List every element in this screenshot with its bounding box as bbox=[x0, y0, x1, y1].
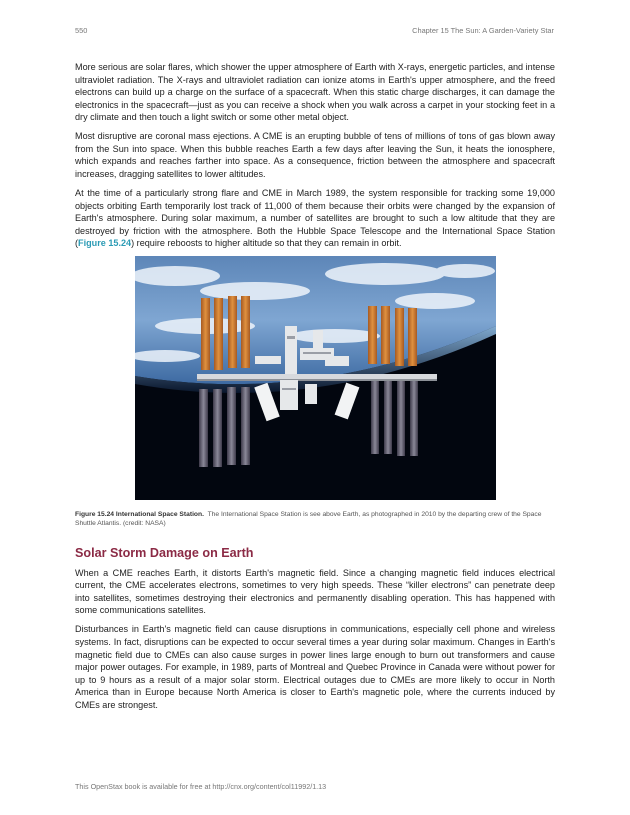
main-content bbox=[75, 61, 555, 718]
page-footer: This OpenStax book is available for free at http://cnx.org/content/col11992/1.13 bbox=[75, 782, 327, 791]
figure-label: Figure 15.24 International Space Station. bbox=[75, 511, 204, 519]
paragraph-coronal-mass-ejections: Most disruptive are coronal mass ejections. A CME is an erupting bubble of tens of millions of tons of gas blown away from the Sun into space. When this bubble reaches Earth a few days after leaving the Sun, it heats the ionosphere, which expands and reaches farther into space. As a consequence, friction between the atmosphere and spacecraft increases, dragging satellites to lower altitudes. bbox=[75, 131, 555, 179]
figure-caption bbox=[75, 511, 555, 528]
page-number: 550 bbox=[75, 26, 88, 35]
iss-illustration bbox=[135, 256, 496, 500]
paragraph-killer-electrons: When a CME reaches Earth, it distorts Earth's magnetic field. Since a changing magnetic field induces electrical current, the CME accelerates electrons, sometimes to very high speeds. These “killer electrons” can penetrate deep into satellites, sometimes destroying their electronics and permanently disabling operation. This has happened with some communications satellites. bbox=[75, 567, 555, 616]
chapter-title: Chapter 15 The Sun: A Garden-Variety Star bbox=[412, 26, 554, 35]
paragraph-solar-flares: More serious are solar flares, which shower the upper atmosphere of Earth with X-rays, energetic particles, and intense ultraviolet radiation. The X-rays and ultraviolet radiation can ionize atoms in Earth's upper atmosphere, and the freed electrons can build up a charge on the surface of a spacecraft. When this static charge discharges, it can damage the electronics in the spacecraft—just as you can receive a shock when you walk across a carpet in your stocking feet in a dry climate and then touch a light switch or some other metal object. bbox=[75, 62, 555, 123]
paragraph-text-end: ) require reboosts to higher altitude so that they can remain in orbit. bbox=[131, 238, 402, 249]
paragraph-text-start: At the time of a particularly strong flare and CME in March 1989, the system responsible for tracking some 19,000 objects orbiting Earth temporarily lost track of 11,000 of them because their orbits were changed by the expansion of Earth's atmosphere. During solar maximum, a number of satellites are brought to such a low altitude that they are destroyed by friction with the atmosphere. Both the Hubble Space Telescope and the International Space Station ( bbox=[75, 188, 555, 249]
paragraph-power-outages: Disturbances in Earth's magnetic field can cause disruptions in communications, especially cell phone and wireless systems. In fact, disruptions can be expected to occur several times a year during solar maximum. Changes in Earth's magnetic field due to CMEs can also cause surges in power lines large enough to burn out transformers and cause major power outages. For example, in 1989, parts of Montreal and Quebec Province in Canada were without power for up to 9 hours as a result of a major solar storm. Electrical outages due to CMEs are more likely to occur in North America than in Europe because North America is closer to Earth's magnetic pole, where the currents induced by CMEs are strongest. bbox=[75, 624, 555, 710]
paragraph-march-1989 bbox=[75, 187, 555, 250]
section-heading: Solar Storm Damage on Earth bbox=[75, 545, 254, 560]
page-header bbox=[75, 26, 554, 38]
figure-caption-text: The International Space Station is see above Earth, as photographed in 2010 by the departing crew of the Space Shuttle Atlantis. (credit: NASA) bbox=[75, 511, 542, 528]
iss-photo bbox=[135, 256, 496, 500]
figure-reference-link[interactable]: Figure 15.24 bbox=[78, 238, 132, 249]
